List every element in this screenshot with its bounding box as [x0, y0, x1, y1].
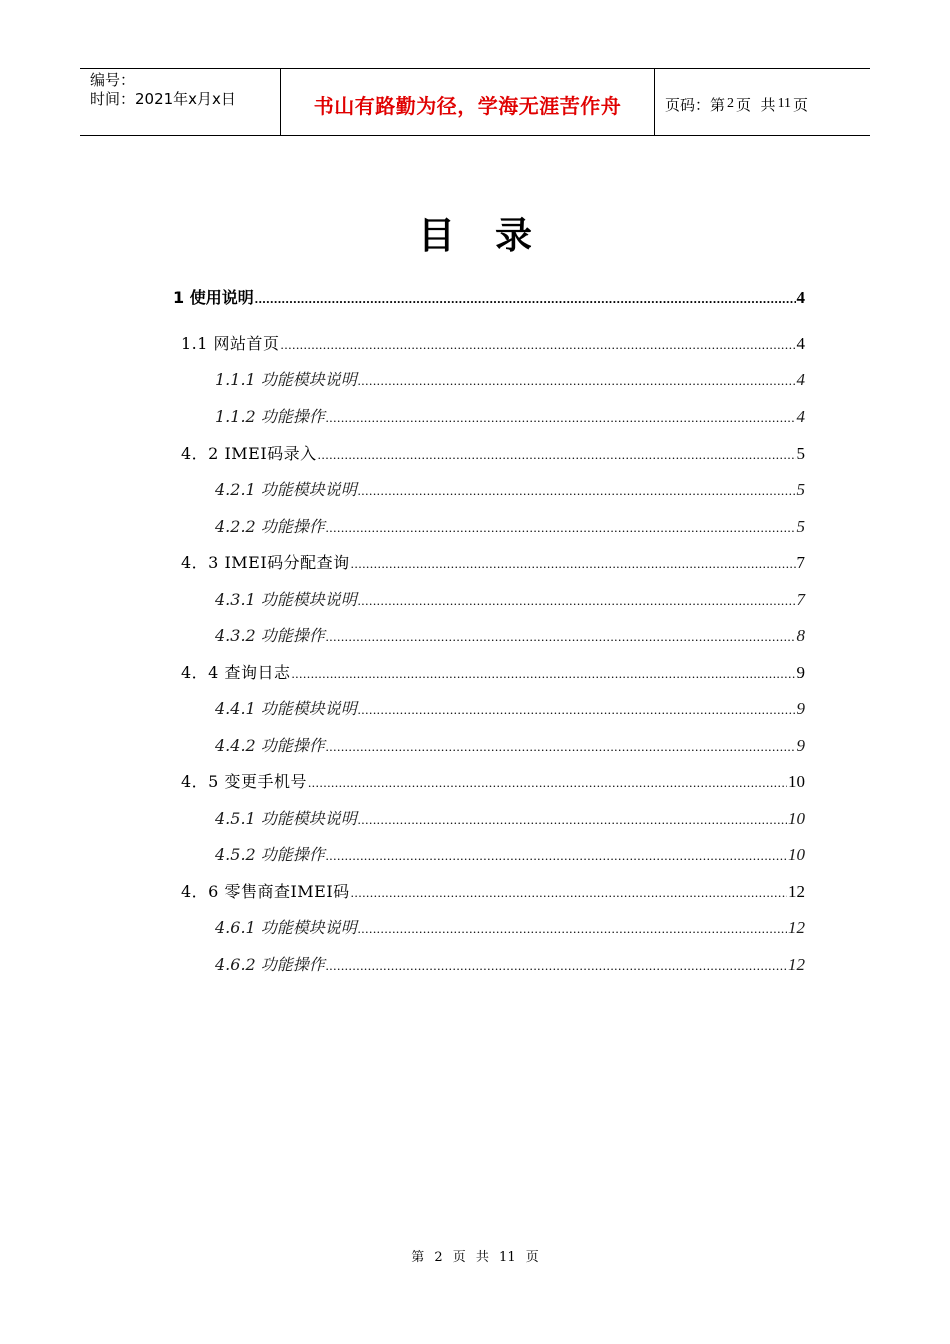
toc-entry[interactable] [181, 879, 805, 902]
toc-leader-dots [358, 812, 787, 828]
toc-leader-dots [326, 739, 796, 755]
toc-entry-page: 8 [796, 626, 805, 645]
toc-leader-dots [358, 593, 796, 609]
toc-leader-dots [326, 520, 796, 536]
toc-entry-label: 4.4.2 功能操作 [215, 736, 325, 755]
toc-entry-page: 9 [796, 699, 805, 718]
toc-entry[interactable] [215, 915, 805, 938]
toc-entry[interactable] [215, 514, 805, 537]
toc-entry[interactable] [181, 550, 805, 573]
toc-leader-dots [351, 885, 787, 901]
toc-entry[interactable] [215, 404, 805, 427]
toc-entry-label: 4．3 IMEI码分配查询 [181, 553, 350, 572]
toc-entry-page: 7 [796, 553, 805, 572]
toc-entry-page: 4 [796, 288, 805, 307]
toc-entry[interactable] [173, 285, 805, 308]
toc-entry-label: 4．2 IMEI码录入 [181, 444, 317, 463]
header-page-current: 2 [727, 96, 735, 111]
toc-leader-dots [358, 373, 796, 389]
toc-entry-label: 4.6.2 功能操作 [215, 955, 325, 974]
toc-leader-dots [308, 775, 787, 791]
toc-leader-dots [255, 291, 796, 307]
header-page-prefix: 页码：第 [665, 95, 726, 114]
toc-entry[interactable] [181, 331, 805, 354]
toc-entry-page: 4 [796, 334, 805, 353]
header-page-suffix: 页 [793, 95, 809, 114]
toc-leader-dots [281, 337, 796, 353]
toc-entry[interactable] [181, 441, 805, 464]
toc-entry[interactable] [215, 842, 805, 865]
toc-entry-label: 4．4 查询日志 [181, 663, 291, 682]
toc-entry-page: 12 [788, 918, 805, 937]
toc-entry-label: 1.1.1 功能模块说明 [215, 370, 357, 389]
toc-entry-label: 1 使用说明 [173, 288, 254, 307]
toc-entry-label: 1.1.2 功能操作 [215, 407, 325, 426]
toc-entry[interactable] [215, 367, 805, 390]
toc-entry-page: 7 [796, 590, 805, 609]
toc-entry[interactable] [181, 769, 805, 792]
header-time-label: 时间：2021年x月x日 [90, 90, 236, 108]
toc-leader-dots [291, 666, 795, 682]
header-slogan: 书山有路勤为径，学海无涯苦作舟 [313, 93, 622, 118]
page-footer: 第 2 页 共 11 页 [411, 1250, 539, 1265]
toc-entry-page: 12 [788, 955, 805, 974]
toc-entry-page: 10 [788, 772, 805, 791]
toc-leader-dots [326, 629, 796, 645]
toc-entry-page: 4 [796, 370, 805, 389]
toc-leader-dots [326, 848, 787, 864]
toc-leader-dots [326, 410, 796, 426]
toc-entry-page: 5 [796, 517, 805, 536]
toc-entry-label: 4．5 变更手机号 [181, 772, 307, 791]
toc-entry-label: 4.6.1 功能模块说明 [215, 918, 357, 937]
toc-leader-dots [318, 447, 796, 463]
toc-leader-dots [351, 556, 796, 572]
toc-entry-label: 4.4.1 功能模块说明 [215, 699, 357, 718]
toc-entry-page: 5 [796, 444, 805, 463]
toc-entry[interactable] [215, 587, 805, 610]
toc-entry[interactable] [215, 477, 805, 500]
toc-entry[interactable] [215, 733, 805, 756]
toc-entry-page: 9 [796, 663, 805, 682]
toc-entry[interactable] [215, 806, 805, 829]
toc-leader-dots [358, 702, 796, 718]
toc-entry[interactable] [215, 623, 805, 646]
toc-entry-label: 4.3.1 功能模块说明 [215, 590, 357, 609]
toc-entry-page: 4 [796, 407, 805, 426]
header-page-total: 11 [777, 96, 792, 111]
toc-entry-label: 4．6 零售商查IMEI码 [181, 882, 350, 901]
header-number-label: 编号： [90, 71, 136, 89]
toc-entry-page: 12 [788, 882, 805, 901]
toc-entry-page: 9 [796, 736, 805, 755]
toc-entry-label: 4.5.2 功能操作 [215, 845, 325, 864]
toc-entry-page: 10 [788, 845, 805, 864]
toc-entry[interactable] [215, 952, 805, 975]
toc-entry-label: 4.3.2 功能操作 [215, 626, 325, 645]
toc-entry[interactable] [215, 696, 805, 719]
toc-entry-page: 5 [796, 480, 805, 499]
toc-leader-dots [326, 958, 787, 974]
toc-entry-page: 10 [788, 809, 805, 828]
toc-leader-dots [358, 483, 796, 499]
toc-entry-label: 1.1 网站首页 [181, 334, 280, 353]
toc-title: 目录 [418, 213, 572, 257]
toc-leader-dots [358, 921, 787, 937]
toc-entry[interactable] [181, 660, 805, 683]
toc-entry-label: 4.2.2 功能操作 [215, 517, 325, 536]
toc-entry-label: 4.2.1 功能模块说明 [215, 480, 357, 499]
header-page-mid: 页 共 [736, 95, 776, 114]
toc-entry-label: 4.5.1 功能模块说明 [215, 809, 357, 828]
